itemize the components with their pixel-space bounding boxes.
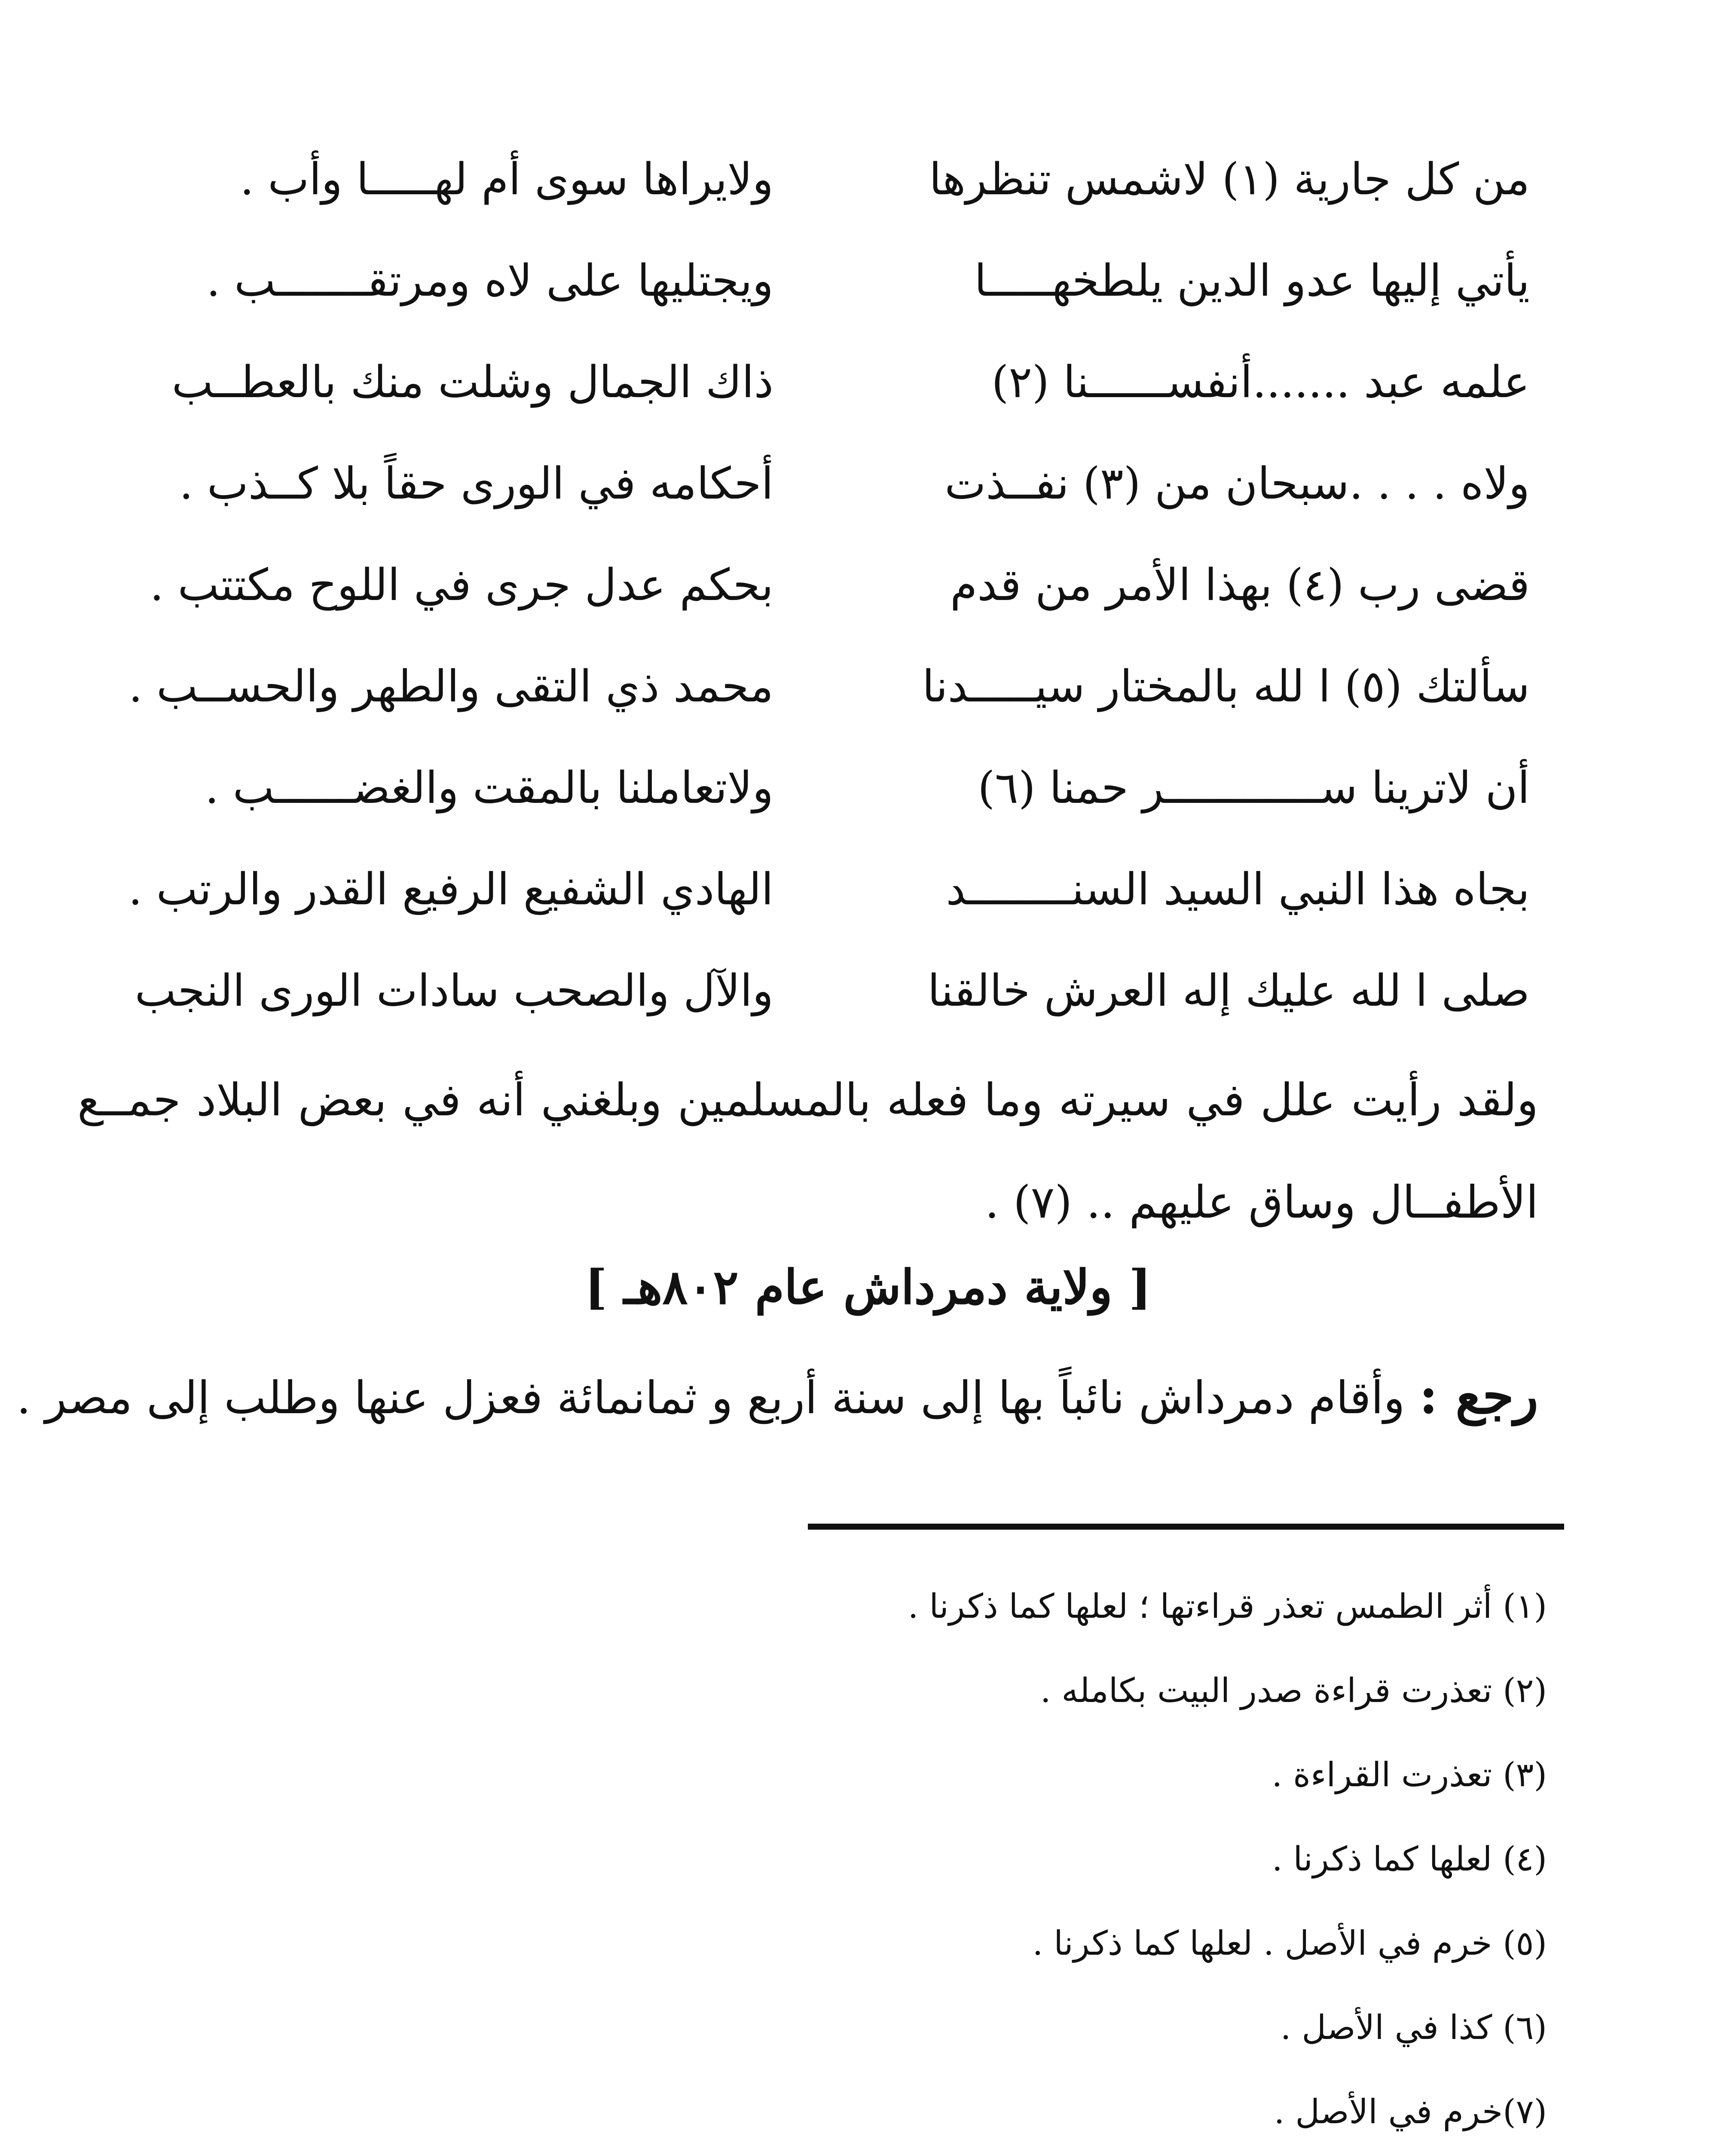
footnote: (٧)خرم في الأصل . bbox=[1274, 2093, 1547, 2131]
verse-second-hemistich: ويجتليها على لاه ومرتقـــــــب . bbox=[206, 255, 773, 306]
footnote: (٥) خرم في الأصل . لعلها كما ذكرنا . bbox=[1032, 1924, 1547, 1963]
verse-second-hemistich: بحكم عدل جرى في اللوح مكتتب . bbox=[150, 560, 773, 611]
verse-first-hemistich: ولاه . . . .سبحان من (٣) نفــذت bbox=[944, 458, 1530, 509]
verse-second-hemistich: والآل والصحب سادات الورى النجب bbox=[134, 965, 773, 1016]
footnotes bbox=[258, 1564, 1547, 2149]
verse-first-hemistich: من كل جارية (١) لاشمس تنظرها bbox=[929, 154, 1530, 205]
raj-marker: رجع : bbox=[1419, 1365, 1538, 1425]
section-heading: [ ولاية دمرداش عام ٨٠٢هـ ] bbox=[584, 1259, 1152, 1315]
verse-5 bbox=[77, 535, 1530, 636]
verse-second-hemistich: محمد ذي التقى والطهر والحســب . bbox=[128, 661, 773, 712]
footnote: (١) أثر الطمس تعذر قراءتها ؛ لعلها كما ذكرنا . bbox=[908, 1587, 1547, 1626]
verse-7 bbox=[77, 738, 1530, 839]
verse-first-hemistich: أن لاترينا ســــــــــــر حمنا (٦) bbox=[978, 762, 1530, 814]
verse-6 bbox=[77, 636, 1530, 738]
verse-second-hemistich: الهادي الشفيع الرفيع القدر والرتب . bbox=[128, 864, 773, 915]
verse-first-hemistich: قضى رب (٤) بهذا الأمر من قدم bbox=[950, 560, 1530, 611]
verse-1 bbox=[77, 129, 1530, 230]
verse-second-hemistich: ولايراها سوى أم لهـــــا وأب . bbox=[240, 154, 773, 205]
footnote: (٣) تعذرت القراءة . bbox=[1271, 1756, 1547, 1794]
poem bbox=[77, 129, 1530, 1042]
verse-9 bbox=[77, 940, 1530, 1042]
verse-4 bbox=[77, 433, 1530, 535]
verse-first-hemistich: يأتي إليها عدو الدين يلطخهـــــا bbox=[974, 255, 1530, 306]
verse-first-hemistich: سألتك (٥) ا لله بالمختار سيـــــدنا bbox=[922, 661, 1530, 712]
verse-3 bbox=[77, 332, 1530, 433]
verse-first-hemistich: علمه عبد .......أنفســــــنا (٢) bbox=[991, 357, 1530, 408]
footnote: (٤) لعلها كما ذكرنا . bbox=[1271, 1840, 1547, 1879]
verse-second-hemistich: ذاك الجمال وشلت منك بالعطــب bbox=[171, 357, 773, 408]
verse-2 bbox=[77, 230, 1530, 332]
raj-text: وأقام دمرداش نائباً بها إلى سنة أربع و ثمانمائة فعزل عنها وطلب إلى مصر . bbox=[16, 1371, 1419, 1424]
footnote: (٦) كذا في الأصل . bbox=[1280, 2008, 1547, 2047]
verse-second-hemistich: أحكامه في الورى حقاً بلا كــذب . bbox=[179, 458, 773, 509]
verse-8 bbox=[77, 839, 1530, 940]
verse-first-hemistich: بجاه هذا النبي السيد السنــــــــد bbox=[946, 864, 1530, 915]
footnote-divider bbox=[808, 1524, 1564, 1530]
verse-first-hemistich: صلى ا لله عليك إله العرش خالقنا bbox=[927, 965, 1530, 1016]
prose-paragraph: ولقد رأيت علل في سيرته وما فعله بالمسلمين وبلغني أنه في بعض البلاد جمــع الأطفــال وساق عليهم .. (٧) . bbox=[77, 1074, 1538, 1228]
raj-paragraph bbox=[16, 1362, 1538, 1428]
footnote: (٢) تعذرت قراءة صدر البيت بكامله . bbox=[1040, 1671, 1547, 1710]
verse-second-hemistich: ولاتعاملنا بالمقت والغضــــــب . bbox=[205, 762, 773, 814]
